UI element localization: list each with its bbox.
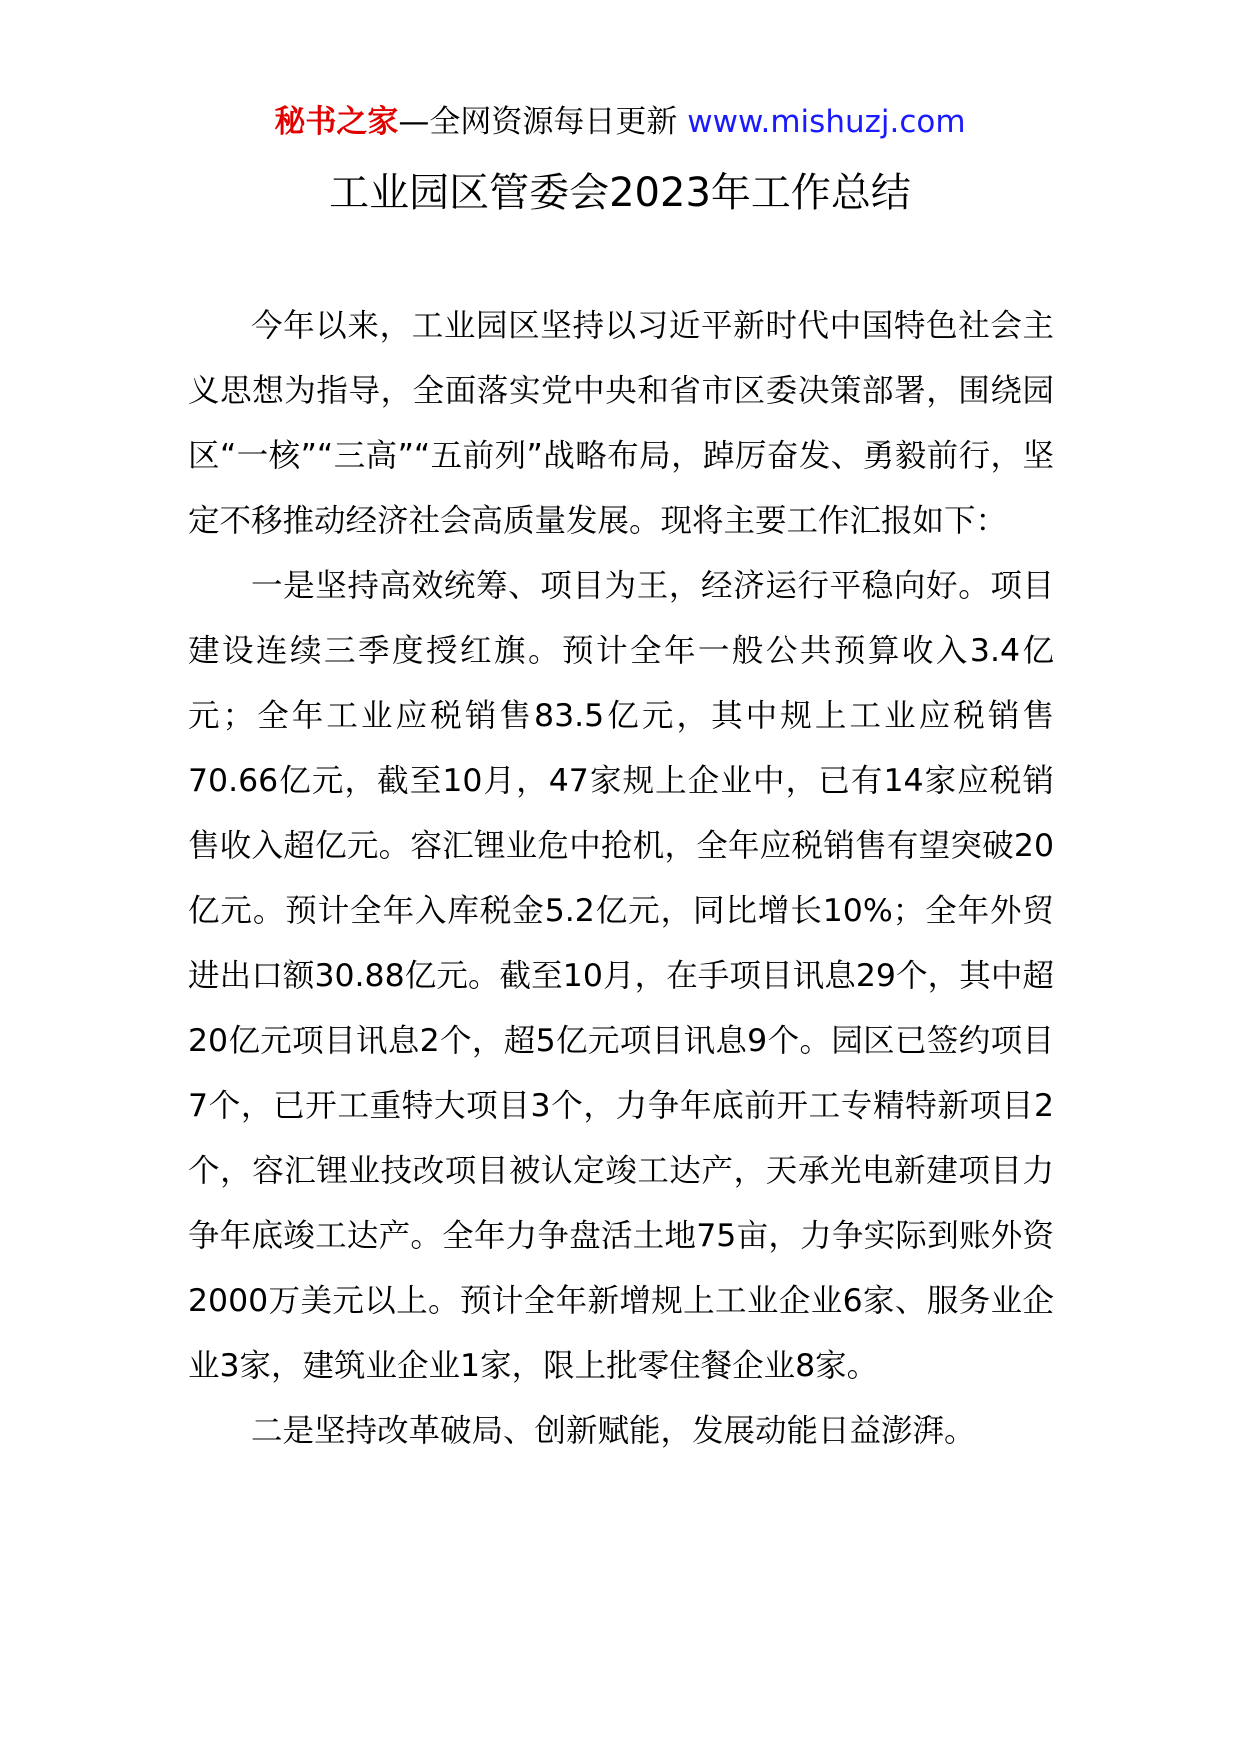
header-slogan: —全网资源每日更新 bbox=[398, 104, 688, 140]
document-body bbox=[188, 294, 1054, 1464]
brand-name: 秘书之家 bbox=[274, 104, 399, 140]
paragraph-intro: 今年以来，工业园区坚持以习近平新时代中国特色社会主义思想为指导，全面落实党中央和省市区委决策部署，围绕园区“一核”“三高”“五前列”战略布局，踔厉奋发、勇毅前行，坚定不移推动经济社会高质量发展。现将主要工作汇报如下： bbox=[188, 308, 1054, 539]
paragraph-section-one: 一是坚持高效统筹、项目为王，经济运行平稳向好。项目建设连续三季度授红旗。预计全年一般公共预算收入3.4亿元；全年工业应税销售83.5亿元，其中规上工业应税销售70.66亿元，截至10月，47家规上企业中，已有14家应税销售收入超亿元。容汇锂业危中抢机，全年应税销售有望突破20亿元。预计全年入库税金5.2亿元，同比增长10%；全年外贸进出口额30.88亿元。截至10月，在手项目讯息29个，其中超20亿元项目讯息2个，超5亿元项目讯息9个。园区已签约项目7个，已开工重特大项目3个，力争年底前开工专精特新项目2个，容汇锂业技改项目被认定竣工达产，天承光电新建项目力争年底竣工达产。全年力争盘活土地75亩，力争实际到账外资2000万美元以上。预计全年新增规上工业企业6家、服务业企业3家，建筑业企业1家，限上批零住餐企业8家。 bbox=[188, 568, 1054, 1384]
paragraph-section-two: 二是坚持改革破局、创新赋能，发展动能日益澎湃。 bbox=[251, 1413, 976, 1449]
site-header bbox=[0, 100, 1240, 144]
site-url-link[interactable]: www.mishuzj.com bbox=[687, 104, 966, 140]
document-title: 工业园区管委会2023年工作总结 bbox=[329, 170, 911, 216]
